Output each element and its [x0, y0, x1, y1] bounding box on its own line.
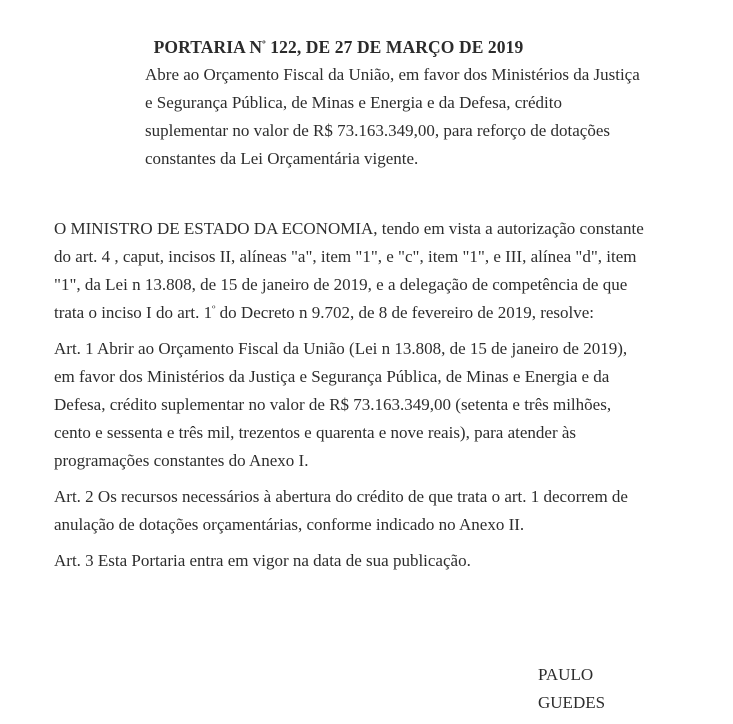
page-title-suffix: 122, DE 27 DE MARÇO DE 2019 [265, 36, 524, 57]
paragraph-article-2: Art. 2 Os recursos necessários à abertura do crédito de que trata o art. 1 decorrem de anulação de dotações orçamentárias, conforme indicado no Anexo II. [54, 487, 628, 534]
paragraph-preamble-text-before: O MINISTRO DE ESTADO DA ECONOMIA, tendo em vista a autorização constante do art. 4 , caput, incisos II, alíneas "a", item "1", e "c", item "1", e III, alínea "d", item "1", da Lei n 13.808, de 15 de janeiro de 2019, e a delegação de competência de que trata o inciso I do art. 1 [54, 219, 644, 322]
paragraph-article-3: Art. 3 Esta Portaria entra em vigor na data de sua publicação. [54, 551, 471, 570]
page-title-prefix: PORTARIA N [153, 36, 263, 57]
signature-block [538, 661, 646, 717]
ordinal-superscript-icon: º [212, 304, 216, 316]
epigraph-summary: Abre ao Orçamento Fiscal da União, em favor dos Ministérios da Justiça e Segurança Pública, de Minas e Energia e da Defesa, crédito suplementar no valor de R$ 73.163.349,00, para reforço de dotações constantes da Lei Orçamentária vigente. [145, 65, 640, 168]
page-title [0, 34, 677, 60]
paragraph-preamble [54, 215, 646, 327]
paragraph-article-1: Art. 1 Abrir ao Orçamento Fiscal da União (Lei n 13.808, de 15 de janeiro de 2019), em favor dos Ministérios da Justiça e Segurança Pública, de Minas e Energia e da Defesa, crédito suplementar no valor de R$ 73.163.349,00 (setenta e três milhões, cento e sessenta e três mil, trezentos e quarenta e nove reais), para atender às programações constantes do Anexo I. [54, 339, 628, 470]
document-body [54, 215, 646, 575]
paragraph-preamble-text-after: do Decreto n 9.702, de 8 de fevereiro de 2019, resolve: [215, 303, 595, 322]
signature-line-1: PAULO [538, 665, 594, 684]
signature-line-2: GUEDES [538, 693, 606, 712]
ordinal-superscript-icon: º [262, 38, 266, 51]
